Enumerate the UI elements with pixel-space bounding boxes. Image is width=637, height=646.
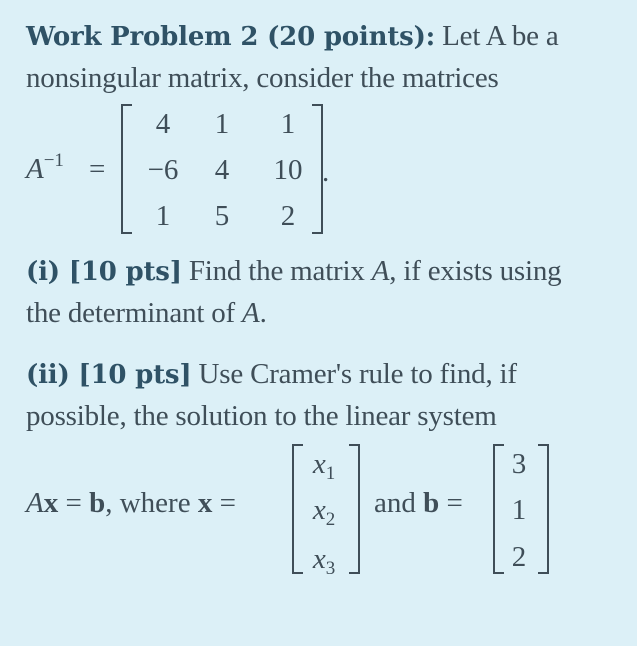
part-ii-text1: Use Cramer's rule to find, if <box>191 358 517 390</box>
system-x-bold: x <box>197 487 213 519</box>
part-i-line2a: the determinant of <box>26 297 243 329</box>
ainv-label <box>26 150 64 185</box>
system-and <box>374 489 463 518</box>
ainv-cell-r2-c2: 4 <box>214 154 230 186</box>
ainv-cell-r2-c1: −6 <box>147 154 179 186</box>
ainv-left-bracket <box>121 104 132 234</box>
x-entry-2 <box>300 494 348 530</box>
ainv-period: . <box>322 156 330 188</box>
part-i-label: (i) [10 pts] <box>26 257 182 287</box>
ainv-cell-r1-c1: 4 <box>155 108 171 140</box>
b-entry-3: 2 <box>511 541 527 573</box>
ainv-cell-r3-c2: 5 <box>214 200 230 232</box>
system-lhs-x: x <box>43 487 59 519</box>
system-where: , where <box>105 487 198 519</box>
part-i-line2 <box>26 299 267 328</box>
system-b-bold: b <box>423 487 440 519</box>
x-entry-sub: 3 <box>325 558 336 579</box>
problem-heading-line <box>26 22 559 51</box>
part-i-line2var: A <box>242 297 260 329</box>
system-eq1: = <box>58 487 90 519</box>
part-ii-line2: possible, the solution to the linear system <box>26 400 497 432</box>
part-ii-label: (ii) [10 pts] <box>26 360 192 390</box>
system-equation <box>26 489 236 518</box>
b-entry-2: 1 <box>511 494 527 526</box>
part-ii-line1 <box>26 360 517 389</box>
x-entry-base: x <box>312 494 326 526</box>
ainv-label-base: A <box>26 153 44 185</box>
x-entry-3 <box>300 543 348 579</box>
ainv-cell-r3-c3: 2 <box>280 200 296 232</box>
ainv-cell-r3-c1: 1 <box>155 200 171 232</box>
part-i-text2: , if exists using <box>389 255 562 287</box>
b-right-bracket <box>538 444 549 574</box>
ainv-equals: = <box>89 153 106 185</box>
x-entry-sub: 1 <box>325 463 336 484</box>
part-i-line2b: . <box>259 297 267 329</box>
ainv-label-sup: −1 <box>43 150 64 171</box>
problem-heading: Work Problem 2 (20 points): <box>26 22 436 52</box>
system-lhs-b: b <box>89 487 106 519</box>
system-lhs-A: A <box>26 487 44 519</box>
ainv-cell-r1-c2: 1 <box>214 108 230 140</box>
x-entry-base: x <box>312 543 326 575</box>
system-eq3: = <box>439 487 463 519</box>
ainv-cell-r1-c3: 1 <box>280 108 296 140</box>
b-entry-1: 3 <box>511 448 527 480</box>
ainv-cell-r2-c3: 10 <box>273 154 303 186</box>
system-and-text: and <box>374 487 424 519</box>
part-i-line1 <box>26 257 561 286</box>
system-eq2: = <box>212 487 236 519</box>
part-i-text1: Find the matrix <box>181 255 372 287</box>
part-i-var: A <box>371 255 390 287</box>
problem-intro: Let A be a <box>435 20 559 52</box>
x-right-bracket <box>349 444 360 574</box>
x-entry-1 <box>300 448 348 484</box>
x-entry-sub: 2 <box>325 509 336 530</box>
x-entry-base: x <box>312 448 326 480</box>
problem-intro-line2: nonsingular matrix, consider the matrices <box>26 62 499 94</box>
